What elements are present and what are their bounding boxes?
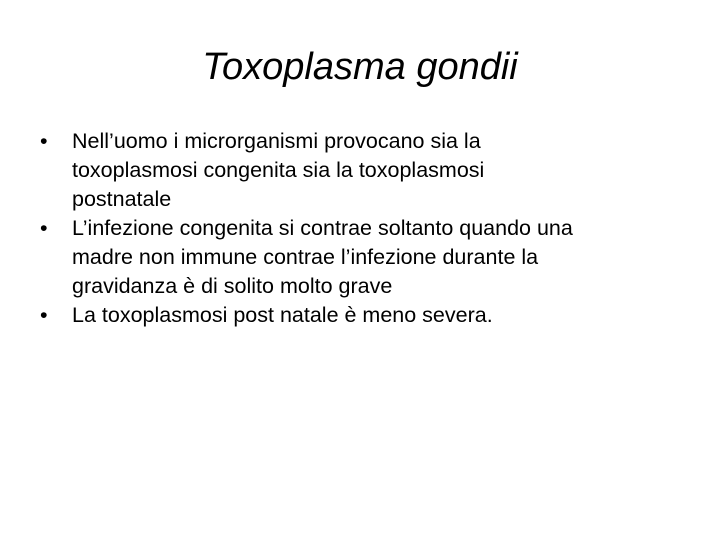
bullet-text-line: postnatale <box>72 187 172 211</box>
bullet-text-line: L’infezione congenita si contrae soltanto quando una <box>72 216 573 240</box>
bullet-text-line: madre non immune contrae l’infezione durante la <box>72 245 539 269</box>
bullet-list <box>36 127 696 330</box>
slide-title: Toxoplasma gondii <box>202 46 518 88</box>
bullet-text-line: gravidanza è di solito molto grave <box>72 274 393 298</box>
bullet-item <box>36 214 696 301</box>
bullet-item <box>36 301 696 330</box>
bullet-item <box>36 127 696 214</box>
bullet-icon: • <box>40 216 48 240</box>
bullet-text-line: Nell’uomo i microrganismi provocano sia la <box>72 129 481 153</box>
bullet-text-line: toxoplasmosi congenita sia la toxoplasmosi <box>72 158 485 182</box>
bullet-icon: • <box>40 129 48 153</box>
bullet-icon: • <box>40 303 48 327</box>
bullet-text-line: La toxoplasmosi post natale è meno severa. <box>72 303 493 327</box>
